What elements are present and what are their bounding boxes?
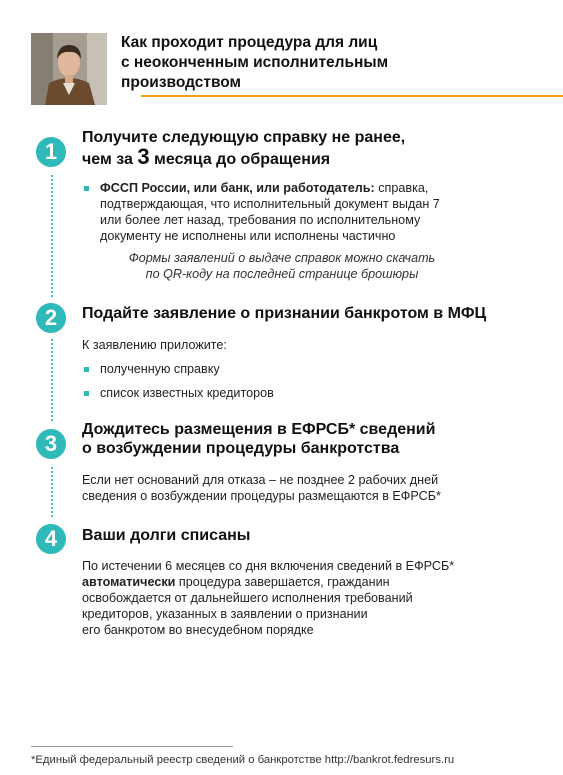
step-1-body xyxy=(82,180,522,282)
step-3-body: Если нет оснований для отказа – не позднее 2 рабочих дней сведения о возбуждении процедуры размещаются в ЕФРСБ* xyxy=(82,473,441,503)
timeline-connector xyxy=(51,160,53,520)
step-4-number: 4 xyxy=(30,518,72,560)
step-2-title: Подайте заявление о признании банкротом в МФЦ xyxy=(82,305,487,322)
step-4-body: По истечении 6 месяцев со дня включения сведений в ЕФРСБ* автоматически процедура завершается, гражданин освобождается от дальнейшего исполнения требований кредиторов, указанных в заявлении о признании его банкротом во внесудебном порядке xyxy=(82,559,455,637)
footnote: *Единый федеральный реестр сведений о банкротстве http://bankrot.fedresurs.ru xyxy=(31,754,455,766)
list-item: ФССП России, или банк, или работодатель: справка, подтверждающая, что исполнительный документ выдан 7 или более лет назад, требования по исполнительному документу не исполнены или исполнены частично xyxy=(82,180,522,244)
header-divider xyxy=(141,95,563,97)
step-1-number: 1 xyxy=(30,131,72,173)
step-1-title: Получите следующую справку не ранее, чем за 3 месяца до обращения xyxy=(82,129,406,169)
person-photo xyxy=(31,33,107,105)
person-illustration xyxy=(31,33,107,105)
step-4-title: Ваши долги списаны xyxy=(82,527,251,544)
forms-note: Формы заявлений о выдаче справок можно скачать по QR-коду на последней странице брошюры xyxy=(128,251,436,281)
step-3-title: Дождитесь размещения в ЕФРСБ* сведений о возбуждении процедуры банкротства xyxy=(82,421,436,457)
step-2-body: К заявлению приложите: полученную справку список известных кредиторов xyxy=(82,337,522,401)
step-3-number: 3 xyxy=(30,423,72,465)
page-title: Как проходит процедура для лиц с неоконченным исполнительным производством xyxy=(121,34,389,91)
page-header xyxy=(31,33,533,98)
footnote-divider xyxy=(31,746,233,747)
list-item: список известных кредиторов xyxy=(82,385,522,401)
step-2-number: 2 xyxy=(30,297,72,339)
list-item: полученную справку xyxy=(82,361,522,377)
